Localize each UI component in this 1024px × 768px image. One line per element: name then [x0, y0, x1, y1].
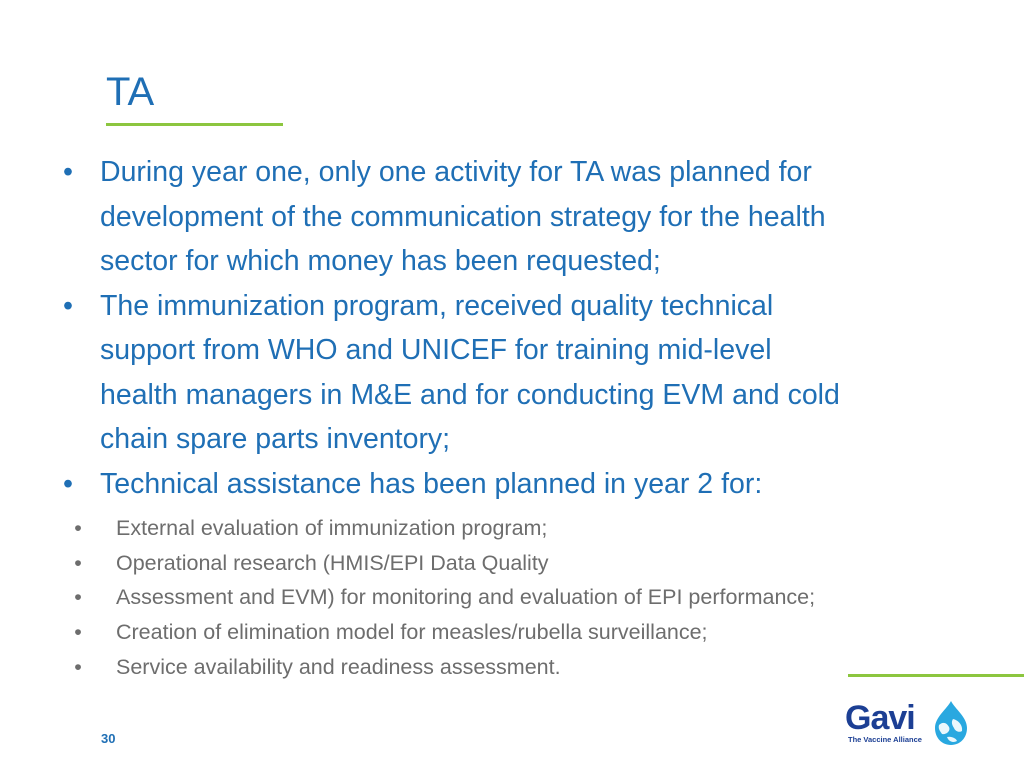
main-bullet-list: [56, 150, 1006, 506]
sub-list-item: [68, 511, 968, 546]
footer-divider: [848, 674, 1024, 677]
sub-list-item-text: External evaluation of immunization program;: [116, 516, 548, 540]
list-item-line: sector for which money has been requested;: [100, 245, 661, 277]
list-item-line: chain spare parts inventory;: [100, 423, 451, 455]
page-number: 30: [101, 731, 116, 746]
title-underline: [106, 123, 283, 126]
bullet-icon: •: [74, 654, 82, 679]
sub-list-item-text: Operational research (HMIS/EPI Data Quality: [116, 550, 549, 575]
sub-bullet-list: [68, 511, 968, 685]
slide-title: TA: [106, 70, 155, 114]
list-item-line: Technical assistance has been planned in year 2 for:: [100, 467, 763, 500]
bullet-icon: •: [74, 550, 82, 575]
sub-list-item-text: Service availability and readiness assessment.: [116, 654, 561, 679]
bullet-icon: •: [74, 516, 82, 540]
bullet-icon: •: [74, 585, 82, 610]
list-item: [56, 462, 1006, 507]
logo-tagline: The Vaccine Alliance: [848, 735, 922, 744]
globe-droplet-icon: [935, 701, 967, 745]
list-item-line: The immunization program, received quality technical: [100, 289, 774, 322]
bullet-icon: •: [74, 620, 82, 645]
bullet-icon: •: [63, 156, 73, 188]
list-item: [56, 284, 1006, 462]
sub-list-item: [68, 546, 968, 581]
gavi-logo: [843, 695, 977, 749]
sub-list-item: [68, 615, 968, 650]
list-item-line: health managers in M&E and for conducting EVM and cold: [100, 378, 840, 411]
logo-wordmark: Gavi: [845, 699, 915, 737]
sub-list-item: [68, 650, 968, 685]
list-item-line: development of the communication strategy for the health: [100, 200, 826, 233]
sub-list-item: [68, 580, 968, 615]
list-item: [56, 150, 1006, 284]
bullet-icon: •: [63, 467, 73, 500]
sub-list-item-text: Creation of elimination model for measles/rubella surveillance;: [116, 620, 708, 645]
list-item-line: support from WHO and UNICEF for training mid-level: [100, 334, 772, 366]
sub-list-item-text: Assessment and EVM) for monitoring and evaluation of EPI performance;: [116, 585, 816, 610]
list-item-line: During year one, only one activity for TA was planned for: [100, 156, 812, 188]
bullet-icon: •: [63, 289, 73, 322]
